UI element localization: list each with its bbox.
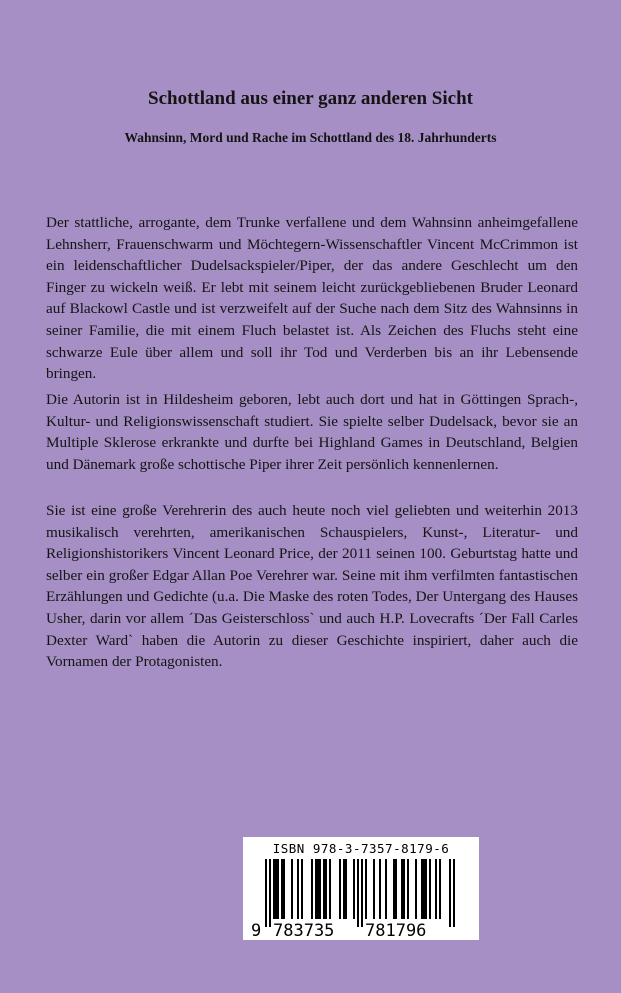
barcode-bar: [277, 859, 279, 919]
barcode-bar: [345, 859, 347, 919]
barcode-bar: [339, 859, 341, 919]
barcode-bar: [429, 859, 431, 919]
barcode-bar: [297, 859, 299, 919]
barcode-bar: [319, 859, 321, 919]
barcode-bar: [425, 859, 427, 919]
barcode-bar: [423, 859, 425, 919]
barcode-bar: [415, 859, 417, 919]
barcode-bar: [311, 859, 313, 919]
barcode-bar: [403, 859, 405, 919]
barcode-bar: [361, 859, 363, 927]
barcode-bar: [315, 859, 317, 919]
barcode-bar: [325, 859, 327, 919]
author-bio-paragraph: Die Autorin ist in Hildesheim geboren, lebt auch dort und hat in Göttingen Sprach-, Kultur- und Religionswissenschaft studiert. Sie spielte selber Dudelsack, bevor sie an Multiple Sklerose erkrankte und durfte bei Highland Games in Deutschland, Belgien und Dänemark große schottische Piper ihrer Zeit persönlich kennenlernen.: [46, 391, 578, 473]
barcode-bar: [357, 859, 359, 927]
barcode-bar: [329, 859, 331, 919]
barcode-bar: [449, 859, 451, 927]
barcode-digits: 783735: [273, 921, 335, 937]
barcode-bar: [395, 859, 397, 919]
barcode-bar: [269, 859, 271, 927]
barcode-bar: [439, 859, 441, 919]
barcode-bar: [453, 859, 455, 927]
barcode-bar: [301, 859, 303, 919]
barcode-bar: [435, 859, 437, 919]
barcode-graphic: [251, 859, 471, 937]
barcode-bar: [421, 859, 423, 919]
barcode-bar: [317, 859, 319, 919]
barcode-bar: [373, 859, 375, 919]
barcode-bar: [401, 859, 403, 919]
barcode-bar: [323, 859, 325, 919]
barcode-bar: [291, 859, 293, 919]
barcode-bar: [407, 859, 409, 919]
book-title: Schottland aus einer ganz anderen Sicht: [148, 88, 473, 109]
barcode-bar: [283, 859, 285, 919]
barcode-bar: [265, 859, 267, 927]
barcode-bar: [393, 859, 395, 919]
isbn-barcode: [243, 837, 479, 940]
barcode-bar: [353, 859, 355, 919]
barcode-bar: [275, 859, 277, 919]
barcode-bar: [281, 859, 283, 919]
barcode-digits: 9: [251, 921, 262, 937]
isbn-label: ISBN 978-3-7357-8179-6: [272, 841, 450, 856]
barcode-bar: [343, 859, 345, 919]
book-subtitle: Wahnsinn, Mord und Rache im Schottland des 18. Jahrhunderts: [124, 130, 497, 145]
barcode-bar: [379, 859, 381, 919]
inspiration-paragraph: Sie ist eine große Verehrerin des auch heute noch viel geliebten und weiterhin 2013 musikalisch verehrten, amerikanischen Schauspielers, Kunst-, Literatur- und Religionshistorikers Vincent Leonard Price, der 2011 seinen 100. Geburtstag hatte und selber ein großer Edgar Allan Poe Verehrer war. Seine mit ihm verfilmten fantastischen Erzählungen und Gedichte (u.a. Die Maske des roten Todes, Der Untergang des Hauses Usher, darin vor allem ´Das Geisterschloss` und auch H.P. Lovecrafts ´Der Fall Carles Dexter Ward` haben die Autorin zu dieser Geschichte inspiriert, daher auch die Vornamen der Protagonisten.: [46, 502, 578, 671]
barcode-bar: [385, 859, 387, 919]
barcode-bar: [365, 859, 367, 919]
barcode-digits: 781796: [365, 921, 427, 937]
barcode-bar: [273, 859, 275, 919]
blurb-paragraph: Der stattliche, arrogante, dem Trunke verfallene und dem Wahnsinn anheimgefallene Lehnsherr, Frauenschwarm und Möchtegern-Wissenschaftler Vincent McCrimmon ist ein leidenschaftlicher Dudelsackspieler/Piper, der das andere Geschlecht um den Finger zu wickeln weiß. Er lebt mit seinem leicht zurückgebliebenen Bruder Leonard auf Blackowl Castle und ist verzweifelt auf der Suche nach dem Sitz des Wahnsinns in seiner Familie, die mit einem Fluch belastet ist. Als Zeichen des Fluchs steht eine schwarze Eule über allem und soll ihr Tod und Verderben bis an ihr Lebensende bringen.: [46, 214, 578, 383]
